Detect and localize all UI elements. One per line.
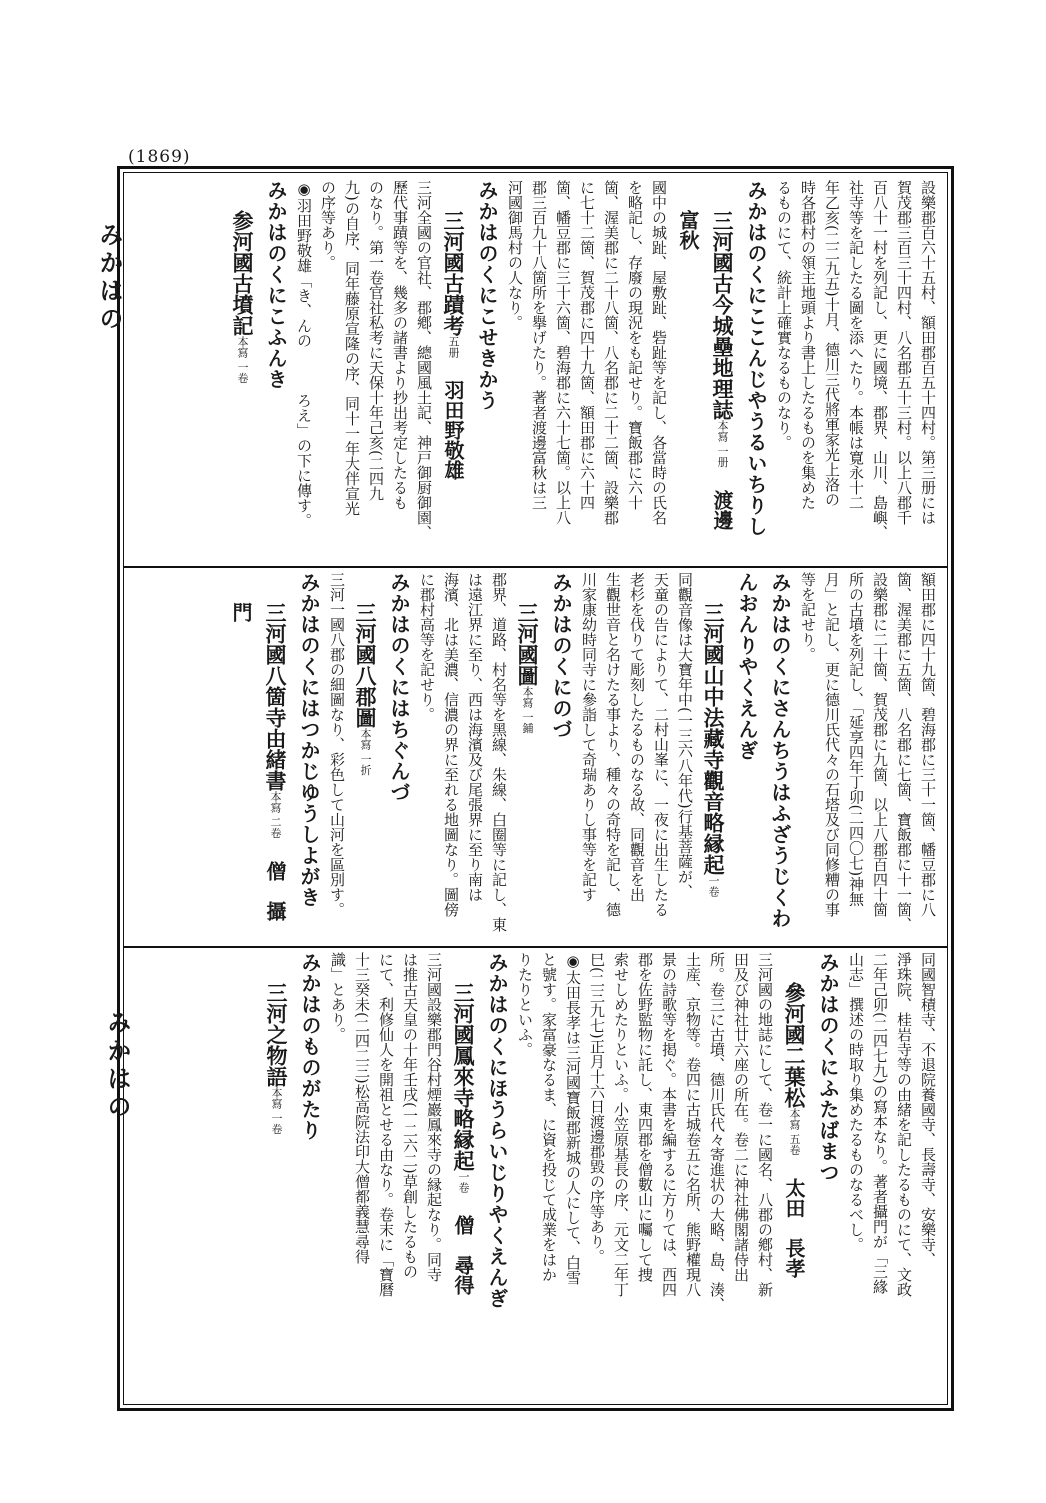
entry-reading: みかはのくにはつかじゆうしよがき <box>297 572 321 908</box>
entry-author: 渡邊 富秋 <box>676 210 734 550</box>
text-line: 三河全國の官社、郡鄕、總國風土記、神戸御厨御園、 <box>415 180 433 540</box>
text-line: 月」と記し、更に德川氏代々の石塔及び同修糟の事 <box>823 572 841 917</box>
entry-format: 本寫 一卷 <box>236 336 249 384</box>
entry-author: 僧 尋得 <box>451 1215 475 1295</box>
entry-format: 本寫 一折 <box>359 728 372 776</box>
entry-reading: みかはのくにはちぐんづ <box>387 572 411 803</box>
entry-futabamatsu <box>513 952 844 1400</box>
text-line: 淨珠院、桂岩寺等の由緒を記したるものにて、文政 <box>895 952 913 1297</box>
entry-reading: みかはのくにさんちうはふざうじくわんおんりやくえんぎ <box>735 572 792 929</box>
entry-format: 一卷 <box>457 1171 470 1193</box>
text-line: 川家康幼時同寺に參詣して奇瑞ありし事等を記す <box>580 572 598 902</box>
tier-upper <box>132 180 940 560</box>
text-line: 國中の城趾、屋敷趾、砦趾等を記し、各當時の氏名 <box>650 180 668 525</box>
text-line: 所の古墳を列記し、「延享四年丁卯(二四〇七)神無 <box>847 572 865 907</box>
entry-format: 本寫 一卷 <box>270 1087 283 1135</box>
text-line: 設樂郡百六十五村、額田郡百五十四村。第三册には <box>919 180 937 525</box>
entry-format: 五册 <box>447 336 460 358</box>
text-line: 郡を佐野監物に託し、東四郡を僧數山に囑して捜 <box>636 952 654 1282</box>
entry-kofun-ki <box>226 180 292 560</box>
margin-label-lower: みかはの <box>103 1010 132 1122</box>
tier-lower <box>132 952 940 1400</box>
entry-format: 本寫 一册 <box>716 420 729 468</box>
tier-divider-2 <box>123 946 948 948</box>
text-line: 賀茂郡三百三十四村、八名郡五十三村。以上八郡千 <box>895 180 913 525</box>
text-line: 九)の自序、同年藤原宣隆の序、同十一年大伴宣光 <box>343 180 361 516</box>
entry-horaiji-ryakuengi <box>326 952 513 1400</box>
text-line: 所。卷三に古墳、德川氏代々寄進状の大略、島、湊、 <box>708 952 726 1312</box>
text-line: 山志」撰述の時取り集めたるものなるべし。 <box>847 952 865 1252</box>
margin-label-upper: みかはの <box>95 222 124 334</box>
text-line: 田及び神社廿六座の所在。卷二に神社佛閣諸侍出 <box>732 952 750 1282</box>
text-line: 索せしめたりといふ。小笠原基長の序、元文二年丁 <box>612 952 630 1297</box>
text-line: 海濱、北は美濃、信濃の界に至れる地圖なり。圖傍 <box>442 572 460 917</box>
tier-middle-continuation <box>796 572 940 940</box>
entry-title: 参河國古墳記本寫 一卷 <box>230 210 255 384</box>
text-line: 河國御馬村の人なり。 <box>506 180 524 330</box>
text-line: 識」とあり。 <box>329 952 347 1042</box>
entry-author: 太田 長孝 <box>782 1177 806 1278</box>
entry-author: 僧 攝門 <box>229 602 287 921</box>
entry-hakkaji-yuishogaki <box>224 572 325 940</box>
text-line: りたりといふ。 <box>516 952 534 1057</box>
text-line: 三河國設樂郡門谷村煙巖鳳來寺の縁起なり。同寺 <box>425 952 443 1282</box>
text-line: 歷代事蹟等を、幾多の諸書より抄出考定したるも <box>391 180 409 510</box>
entry-mikawa-monogatari <box>260 952 326 1400</box>
entry-format: 本寫 五卷 <box>788 1108 801 1156</box>
text-line: 巳(二三九七)正月十六日渡邊郡毀の序等あり。 <box>588 952 606 1264</box>
text-line: 郡三百九十八箇所を擧げたり。著者渡邊富秋は三 <box>530 180 548 510</box>
entry-title: 三河國圖本寫 一鋪 <box>515 602 540 734</box>
text-line: 年乙亥(二二九五)十月、德川三代將軍家光上洛の <box>823 180 841 507</box>
entry-title: 參河國二葉松本寫 五卷太田 長孝 <box>782 982 807 1278</box>
entry-kokon-joruichirishi <box>503 180 772 560</box>
text-line: 箇、渥美郡に五箇、八名郡に七箇、寶飯郡に十一箇、 <box>895 572 913 932</box>
entry-reading: みかはのものがたり <box>298 952 322 1141</box>
text-line: のなり。第一卷官社私考に天保十年己亥(二四九 <box>367 180 385 501</box>
text-line: 等を記せり。 <box>799 572 817 662</box>
tier-middle <box>132 572 940 940</box>
text-line: は推古天皇の十年壬戌(一二六二)草創したるもの <box>401 952 419 1279</box>
text-line: 土産、京物等。卷四に古城卷五に名所、熊野權現八 <box>684 952 702 1297</box>
entry-format: 本寫 二卷 <box>269 791 282 839</box>
text-line: 三河國の地誌にして、卷一に國名、八郡の鄕村、新 <box>756 952 774 1297</box>
text-line: 同國智積寺、不退院養國寺、長壽寺、安樂寺、 <box>919 952 937 1267</box>
entry-reading: みかはのくにこふんき <box>264 180 288 390</box>
text-line: るものにて、統計上確實なるものなり。 <box>775 180 793 450</box>
text-line: にて、利修仙人を開祖とせる由なり。卷末に「寶曆 <box>377 952 395 1297</box>
text-line: に七十二箇、賀茂郡に四十九箇、額田郡に六十四 <box>578 180 596 510</box>
entry-title: 三河之物語本寫 一卷 <box>264 982 289 1135</box>
text-line: ◉羽田野敬雄「き、んの ろえ」の下に傳す。 <box>295 180 313 528</box>
tier-lower-continuation <box>844 952 940 1400</box>
text-line: に郡村高等を記せり。 <box>418 572 436 722</box>
entry-reading: みかはのくにここんじやうるいちりし <box>744 180 768 537</box>
text-line: 額田郡に四十九箇、碧海郡に三十一箇、幡豆郡に八 <box>919 572 937 917</box>
tier-divider-1 <box>123 566 948 568</box>
entry-format: 一卷 <box>707 875 720 897</box>
text-line: 時各郡村の領主地頭より書上したるものを集めた <box>799 180 817 510</box>
page-number: (1869) <box>128 147 191 167</box>
entry-reading: みかはのくにこせきかう <box>475 180 499 411</box>
entry-reading: みかはのくにふたばまつ <box>816 952 840 1183</box>
entry-koseki-ko <box>292 180 503 560</box>
text-line: を略記し、存廢の現況をも記せり。寶飯郡に六十 <box>626 180 644 510</box>
entry-title: 三河國八箇寺由緒書本寫 二卷僧 攝門 <box>229 602 288 921</box>
text-line: 郡界、道路、村名等を黑線、朱線、白圈等に記し、東 <box>490 572 508 932</box>
text-line: と號す。家富豪なるま、に資を投じて成業をはか <box>540 952 558 1282</box>
entry-reading: みかはのくにのづ <box>549 572 573 740</box>
entry-title: 三河國山中法藏寺觀音略縁起一卷 <box>701 602 726 897</box>
entry-author: 羽田野敬雄 <box>441 380 465 480</box>
text-line: は遠江界に至り、西は海濱及び尾張界に至り南は <box>466 572 484 902</box>
entry-format: 本寫 一鋪 <box>521 686 534 734</box>
entry-reading: みかはのくにほうらいじりやくえんぎ <box>485 952 509 1309</box>
entry-title: 三河國鳳來寺略縁起一卷僧 尋得 <box>451 982 476 1295</box>
text-line: 老杉を伐りて彫刻したるものなる故、同觀音を出 <box>628 572 646 902</box>
text-line: ◉太田長孝は三河國寶飯郡新城の人にして、白雪 <box>564 952 582 1285</box>
entry-title: 三河國古今城壘地理誌本寫 一册渡邊 富秋 <box>676 210 735 550</box>
text-line: 同觀音像は大寶年中(一三六八年代)行基菩薩が、 <box>676 572 694 899</box>
entry-kuni-no-zu <box>415 572 577 940</box>
text-line: 景の詩歌等を掲ぐ。本書を編するに方りては、西四 <box>660 952 678 1297</box>
tier-upper-continuation <box>772 180 940 560</box>
entry-title: 三河國八郡圖本寫 一折 <box>353 602 378 776</box>
text-line: 箇、渥美郡に二十八箇、八名郡に二十二箇、設樂郡 <box>602 180 620 525</box>
entry-hachigun-zu <box>325 572 415 940</box>
text-line: 天童の告によりて、二村山峯に、一夜に出生したる <box>652 572 670 917</box>
text-line: 二年己卯(二四七九)の寫本なり。著者攝門が「三緣 <box>871 952 889 1294</box>
entry-sanchu-hozoji <box>577 572 796 940</box>
text-line: 生觀世音と名けたる事より、種々の奇特を記し、德 <box>604 572 622 917</box>
text-line: 十三癸未(二四二三)松高院法印大僧都義慧尋得 <box>353 952 371 1264</box>
text-line: 箇、幡豆郡に三十六箇、碧海郡に六十七箇。以上八 <box>554 180 572 525</box>
entry-title: 三河國古蹟考五册羽田野敬雄 <box>441 210 466 480</box>
text-line: の序等あり。 <box>319 180 337 270</box>
text-line: 三河一國八郡の細圖なり、彩色して山河を區別す。 <box>328 572 346 917</box>
text-line: 社寺等を記したる圖を添へたり。本帳は寛永十二 <box>847 180 865 510</box>
text-line: 設樂郡に二十箇、賀茂郡に九箇、以上八郡百四十箇 <box>871 572 889 917</box>
text-line: 百八十一村を列記し、更に國境、郡界、山川、島嶼、 <box>871 180 889 540</box>
